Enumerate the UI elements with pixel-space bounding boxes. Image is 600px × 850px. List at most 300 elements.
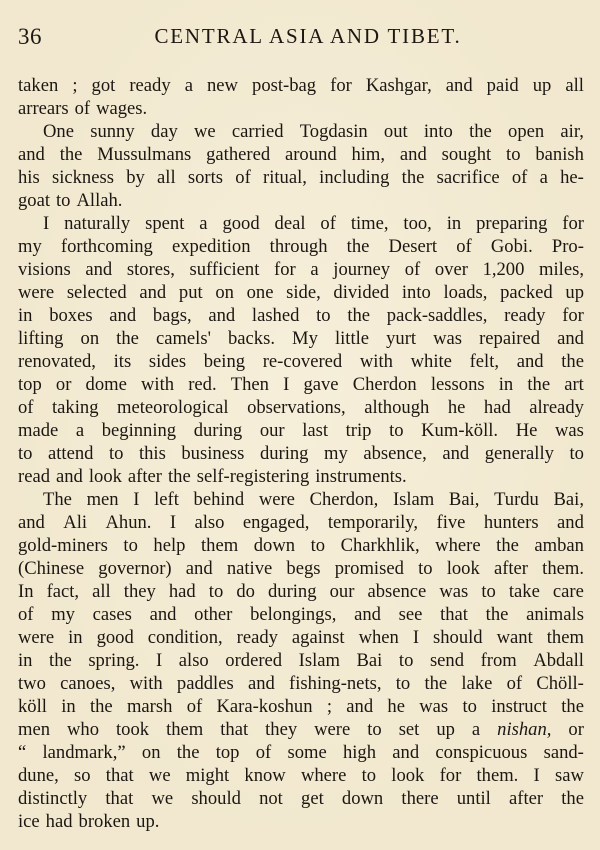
word: I: [283, 374, 290, 395]
word: Islam: [298, 650, 340, 671]
word: re-covered: [262, 351, 343, 372]
word: sought: [441, 144, 492, 165]
word: send: [429, 650, 465, 671]
word: with: [129, 673, 163, 694]
word: the: [469, 121, 492, 142]
word: the: [116, 328, 139, 349]
word: look: [391, 765, 425, 786]
word: of: [235, 167, 251, 188]
word: and: [139, 282, 167, 303]
text-line: [18, 810, 584, 833]
word: Kara-koshun: [216, 696, 313, 717]
word: lashed: [251, 305, 300, 326]
word: goat: [18, 190, 51, 211]
word: left: [154, 489, 179, 510]
word: sand-: [543, 742, 584, 763]
word: deal: [274, 213, 306, 234]
word: ice: [18, 811, 40, 832]
word: engaged,: [242, 512, 310, 533]
word: by: [126, 167, 145, 188]
word: divided: [333, 282, 390, 303]
word: of: [320, 213, 336, 234]
word: the: [527, 374, 551, 395]
text-line: [18, 373, 584, 396]
word: and: [557, 328, 584, 349]
word: including: [319, 167, 390, 188]
word: time,: [350, 213, 389, 234]
word: against: [291, 627, 345, 648]
word: I: [43, 213, 50, 234]
word: we: [151, 788, 174, 809]
word: a: [184, 75, 193, 96]
word: observations,: [247, 397, 346, 418]
word: up: [565, 282, 584, 303]
word: I: [412, 627, 420, 648]
word: in: [446, 213, 462, 234]
word: and: [85, 259, 113, 280]
word: beginning: [101, 420, 177, 441]
word: we: [148, 765, 171, 786]
word: yurt: [386, 328, 417, 349]
word: arrears: [18, 98, 69, 119]
text-line: [18, 212, 584, 235]
word: take: [508, 581, 540, 602]
word: that: [105, 765, 134, 786]
word: also: [178, 650, 209, 671]
word: Abdall: [533, 650, 584, 671]
word: paid: [486, 75, 519, 96]
text-line: [18, 166, 584, 189]
word: them.: [542, 558, 584, 579]
word: down: [253, 535, 296, 556]
word: the: [424, 673, 448, 694]
word: of: [456, 236, 472, 257]
word: He: [515, 420, 538, 441]
word: and: [557, 512, 584, 533]
word: governor): [98, 558, 172, 579]
word: begs: [286, 558, 321, 579]
word: (Chinese: [18, 558, 85, 579]
word: renovated,: [18, 351, 96, 372]
word: around: [284, 144, 337, 165]
word: art: [564, 374, 584, 395]
text-line: [18, 603, 584, 626]
running-title: CENTRAL ASIA AND TIBET.: [154, 24, 462, 48]
word: sacrifice: [436, 167, 500, 188]
text-line: [18, 764, 584, 787]
word: look: [446, 558, 480, 579]
text-line: [18, 143, 584, 166]
word: too,: [403, 213, 432, 234]
word: of: [404, 259, 421, 280]
word: a: [199, 213, 208, 234]
word: fishing-nets,: [289, 673, 382, 694]
word: of: [255, 742, 272, 763]
word: for: [330, 75, 352, 96]
word: the: [561, 788, 584, 809]
word: I: [533, 765, 540, 786]
word: were: [314, 719, 351, 740]
word: care: [552, 581, 584, 602]
word: should: [191, 788, 241, 809]
word: one: [246, 282, 274, 303]
word: with: [141, 374, 175, 395]
word: a: [75, 420, 85, 441]
word: generally: [484, 443, 554, 464]
word: in: [61, 696, 76, 717]
word: know: [244, 765, 286, 786]
word: his: [18, 167, 40, 188]
word: cases: [92, 604, 132, 625]
word: absence: [367, 581, 427, 602]
text-line: [18, 787, 584, 810]
word: should: [433, 627, 483, 648]
word: taken: [18, 75, 59, 96]
word: side,: [286, 282, 321, 303]
word: my: [324, 443, 348, 464]
word: little: [334, 328, 370, 349]
body-text: [18, 74, 584, 833]
word: naturally: [64, 213, 131, 234]
word: for: [562, 305, 584, 326]
word: was: [419, 696, 449, 717]
word: expedition: [172, 236, 251, 257]
text-line: [18, 580, 584, 603]
word: with: [359, 351, 393, 372]
word: nishan,: [497, 719, 552, 740]
word: men: [86, 489, 119, 510]
word: to: [208, 581, 224, 602]
text-line: [18, 419, 584, 442]
word: its: [113, 351, 132, 372]
word: I: [169, 512, 177, 533]
word: lessons: [430, 374, 485, 395]
word: they: [123, 581, 156, 602]
word: to: [418, 558, 433, 579]
word: boxes: [49, 305, 93, 326]
word: marsh: [126, 696, 173, 717]
word: to: [462, 696, 477, 717]
word: we: [193, 121, 216, 142]
word: to: [398, 650, 414, 671]
text-line: [18, 511, 584, 534]
word: temporarily,: [327, 512, 419, 533]
word: “: [18, 742, 27, 763]
word: banish: [535, 144, 584, 165]
word: up.: [136, 811, 160, 832]
word: self-registering: [196, 466, 310, 487]
word: pack-saddles,: [386, 305, 488, 326]
word: the: [89, 696, 113, 717]
word: belongings,: [250, 604, 337, 625]
word: so: [74, 765, 91, 786]
word: open: [508, 121, 545, 142]
word: Chöll-: [536, 673, 584, 694]
word: lifting: [18, 328, 64, 349]
word: where: [300, 765, 347, 786]
word: In: [18, 581, 34, 602]
text-line: [18, 74, 584, 97]
text-line: [18, 442, 584, 465]
word: broken: [78, 811, 131, 832]
word: in: [498, 374, 514, 395]
word: instruments.: [315, 466, 407, 487]
word: distinctly: [18, 788, 88, 809]
word: the: [401, 167, 425, 188]
word: them: [200, 535, 239, 556]
word: them: [546, 627, 584, 648]
word: two: [18, 673, 46, 694]
word: into: [423, 121, 453, 142]
word: all: [157, 167, 176, 188]
word: and: [399, 144, 427, 165]
word: top: [215, 742, 240, 763]
word: he: [447, 397, 466, 418]
word: Islam: [392, 489, 435, 510]
word: from: [480, 650, 517, 671]
text-line: [18, 741, 584, 764]
word: the: [167, 466, 191, 487]
word: air,: [560, 121, 584, 142]
word: camels': [155, 328, 211, 349]
word: last: [302, 420, 329, 441]
word: new: [207, 75, 238, 96]
text-line: [18, 649, 584, 672]
word: Cherdon: [352, 374, 417, 395]
word: and: [109, 305, 137, 326]
word: to: [481, 581, 496, 602]
word: absence,: [363, 443, 427, 464]
text-line: [18, 304, 584, 327]
word: who: [67, 719, 100, 740]
word: Gobi.: [490, 236, 533, 257]
word: and: [392, 742, 420, 763]
word: also: [194, 512, 225, 533]
word: they: [265, 719, 298, 740]
word: of: [74, 98, 91, 119]
word: in: [18, 305, 33, 326]
text-line: [18, 695, 584, 718]
word: and: [445, 75, 473, 96]
word: and: [18, 144, 45, 165]
word: köll: [18, 696, 47, 717]
word: or: [568, 719, 584, 740]
word: all: [92, 581, 111, 602]
word: the: [176, 742, 200, 763]
word: fact,: [46, 581, 80, 602]
word: for: [439, 765, 462, 786]
word: into: [401, 282, 431, 303]
word: after: [127, 466, 162, 487]
word: selected: [66, 282, 127, 303]
word: already: [529, 397, 584, 418]
word: were: [18, 282, 55, 303]
word: trip: [345, 420, 372, 441]
word: sickness: [51, 167, 114, 188]
word: the: [496, 535, 519, 556]
word: do: [236, 581, 255, 602]
word: had: [483, 397, 511, 418]
word: Charkhlik,: [340, 535, 420, 556]
text-line: [18, 672, 584, 695]
word: a: [539, 167, 548, 188]
word: ordered: [225, 650, 283, 671]
word: was: [554, 420, 584, 441]
word: amban: [534, 535, 584, 556]
word: sunny: [90, 121, 135, 142]
text-line: [18, 120, 584, 143]
word: although: [364, 397, 430, 418]
word: on: [141, 742, 161, 763]
word: and: [442, 443, 470, 464]
text-line: [18, 189, 584, 212]
word: ;: [326, 696, 332, 717]
word: where: [435, 535, 481, 556]
word: day: [150, 121, 178, 142]
word: and: [354, 604, 381, 625]
word: and: [56, 466, 83, 487]
word: or: [55, 374, 72, 395]
word: good: [222, 213, 260, 234]
word: had: [168, 581, 196, 602]
word: and: [18, 512, 45, 533]
word: made: [18, 420, 59, 441]
word: to: [395, 673, 411, 694]
word: them: [166, 719, 204, 740]
word: Desert: [388, 236, 438, 257]
word: him,: [351, 144, 386, 165]
text-line: [18, 626, 584, 649]
word: top: [18, 374, 42, 395]
text-line: [18, 235, 584, 258]
word: during: [259, 443, 309, 464]
word: Allah.: [76, 190, 123, 211]
text-line: [18, 281, 584, 304]
word: in: [18, 650, 33, 671]
text-line: [18, 97, 584, 120]
word: I: [156, 650, 163, 671]
word: dome: [85, 374, 127, 395]
word: were: [258, 489, 295, 510]
word: bags,: [152, 305, 192, 326]
word: sides: [148, 351, 187, 372]
word: on: [80, 328, 100, 349]
word: ritual,: [263, 167, 307, 188]
word: Kum-köll.: [421, 420, 499, 441]
word: Mussulmans: [97, 144, 192, 165]
text-line: [18, 488, 584, 511]
word: my: [51, 604, 75, 625]
word: up: [436, 719, 455, 740]
word: good: [96, 627, 134, 648]
word: forthcoming: [60, 236, 153, 257]
word: gathered: [206, 144, 271, 165]
word: for: [274, 259, 296, 280]
word: and: [185, 558, 213, 579]
word: conspicuous: [435, 742, 528, 763]
word: men: [18, 719, 51, 740]
word: Kashgar,: [365, 75, 432, 96]
word: journey: [333, 259, 391, 280]
word: and: [516, 351, 544, 372]
word: ready: [504, 305, 546, 326]
word: the: [49, 650, 72, 671]
word: promised: [334, 558, 404, 579]
page-number: 36: [18, 24, 42, 49]
text-line: [18, 718, 584, 741]
word: stores,: [126, 259, 175, 280]
word: them.: [476, 765, 519, 786]
word: packed: [500, 282, 553, 303]
text-line: [18, 465, 584, 488]
word: ready: [236, 627, 278, 648]
word: through: [269, 236, 328, 257]
word: Bai,: [448, 489, 480, 510]
word: carried: [231, 121, 284, 142]
word: to: [108, 443, 124, 464]
word: of: [511, 167, 528, 188]
word: read: [18, 466, 50, 487]
word: attend: [48, 443, 94, 464]
word: condition,: [147, 627, 223, 648]
word: business: [181, 443, 245, 464]
word: that: [440, 604, 468, 625]
word: sufficient: [189, 259, 260, 280]
word: during: [193, 420, 243, 441]
word: get: [301, 788, 324, 809]
word: sorts: [187, 167, 224, 188]
word: the: [347, 305, 371, 326]
word: this: [138, 443, 166, 464]
word: Pro-: [551, 236, 584, 257]
word: hunters: [483, 512, 539, 533]
word: that: [105, 788, 134, 809]
word: and: [346, 696, 374, 717]
word: he-: [560, 167, 584, 188]
word: of: [18, 397, 34, 418]
word: spent: [145, 213, 185, 234]
word: help: [153, 535, 186, 556]
word: wages.: [96, 98, 148, 119]
word: felt,: [469, 351, 500, 372]
word: five: [436, 512, 466, 533]
word: were: [18, 627, 55, 648]
word: Ahun.: [105, 512, 152, 533]
word: paddles: [176, 673, 234, 694]
word: gold-miners: [18, 535, 108, 556]
word: the: [485, 604, 509, 625]
word: up: [532, 75, 552, 96]
word: he: [387, 696, 405, 717]
word: other: [194, 604, 233, 625]
word: put: [178, 282, 203, 303]
word: canoes,: [60, 673, 116, 694]
word: of: [506, 673, 523, 694]
word: was: [433, 328, 463, 349]
word: The: [43, 489, 72, 510]
word: the: [346, 236, 370, 257]
word: of: [186, 696, 203, 717]
word: spring.: [88, 650, 140, 671]
word: One: [43, 121, 74, 142]
word: was: [439, 581, 469, 602]
word: preparing: [476, 213, 548, 234]
word: landmark,”: [42, 742, 126, 763]
word: during: [267, 581, 317, 602]
word: got: [91, 75, 116, 96]
word: to: [389, 420, 404, 441]
word: a: [310, 259, 319, 280]
